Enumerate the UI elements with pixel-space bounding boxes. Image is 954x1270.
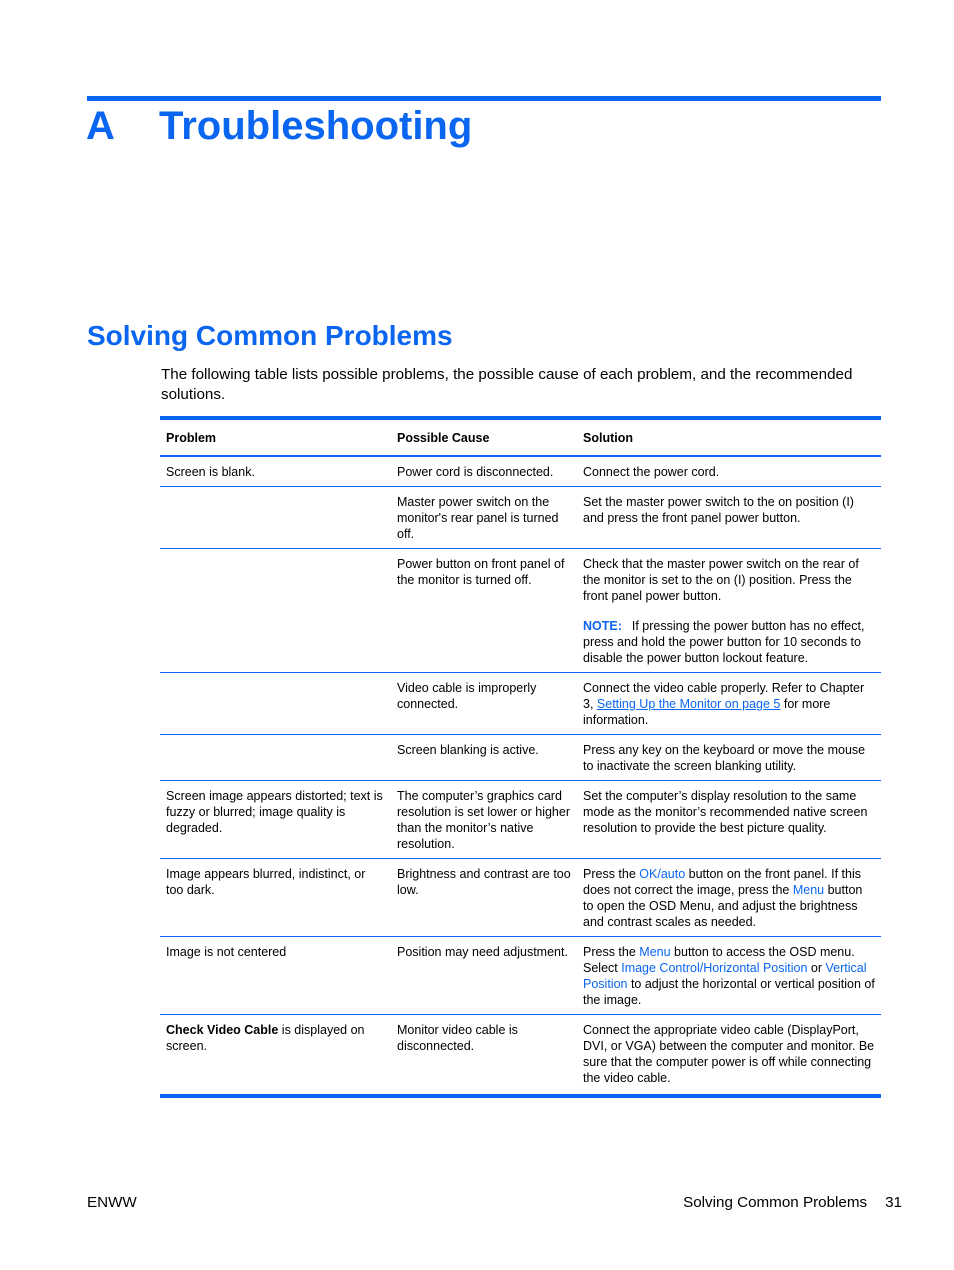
cause-cell: Position may need adjustment. <box>391 937 577 1015</box>
solution-text: Press the <box>583 867 640 881</box>
cause-cell: The computer’s graphics card resolution is set lower or higher than the monitor’s native resolution. <box>391 781 577 859</box>
solution-cell: Press any key on the keyboard or move the mouse to inactivate the screen blanking utility. <box>577 735 881 781</box>
table-row <box>160 937 881 1015</box>
solution-cell <box>577 549 881 673</box>
problem-cell <box>160 735 391 781</box>
note <box>583 618 875 666</box>
chapter-letter: A <box>86 104 115 148</box>
cause-cell: Monitor video cable is disconnected. <box>397 1023 518 1053</box>
ok-auto-ui-term: OK/auto <box>639 867 686 881</box>
solution-text: button on the front panel. If this does not correct the image, press the <box>583 867 861 897</box>
note-text: If pressing the power button has no effect, press and hold the power button for 10 seconds to disable the power button lockout feature. <box>583 619 865 665</box>
solution-cell <box>577 937 881 1015</box>
solution-cell: Set the computer’s display resolution to the same mode as the monitor’s recommended native screen resolution to provide the best picture quality. <box>577 781 881 859</box>
table-row <box>160 456 881 487</box>
table-header-row <box>160 420 881 456</box>
solution-text: button to open the OSD Menu, and adjust the brightness and contrast scales as needed. <box>583 883 863 929</box>
solution-text: button to access the OSD menu. Select <box>583 945 855 975</box>
menu-ui-term: Menu <box>792 883 825 897</box>
solution-cell: Connect the appropriate video cable (DisplayPort, DVI, or VGA) between the computer and monitor. Be sure that the computer power is off while connecting the video cable. <box>583 1023 875 1085</box>
header-cause: Possible Cause <box>391 420 577 456</box>
footer-left: ENWW <box>87 1194 137 1211</box>
table-row <box>160 735 881 781</box>
solution-cell: Connect the power cord. <box>577 456 881 487</box>
cause-cell: Screen blanking is active. <box>391 735 577 781</box>
note-label: NOTE: <box>583 619 622 633</box>
table-row <box>160 781 881 859</box>
setting-up-monitor-link[interactable]: Setting Up the Monitor on page 5 <box>596 697 781 711</box>
cause-cell: Master power switch on the monitor's rear panel is turned off. <box>391 487 577 549</box>
problem-text: is displayed on screen. <box>166 1023 365 1053</box>
section-title: Solving Common Problems <box>87 320 453 351</box>
solution-text: Press the <box>583 945 640 959</box>
problem-cell: Screen is blank. <box>160 456 391 487</box>
solution-cell: Set the master power switch to the on position (I) and press the front panel power button. <box>577 487 881 549</box>
problem-cell <box>160 549 391 673</box>
cause-cell: Video cable is improperly connected. <box>391 673 577 735</box>
menu-ui-term: Menu <box>639 945 671 959</box>
problem-cell: Image is not centered <box>160 937 391 1015</box>
page-number: 31 <box>885 1194 902 1211</box>
cause-cell: Power cord is disconnected. <box>391 456 577 487</box>
solution-text: for more information. <box>583 697 831 727</box>
solution-text: Check that the master power switch on the rear of the monitor is set to the on (I) position. Press the front panel power button. <box>583 557 859 603</box>
horizontal-position-ui-term: Image Control/Horizontal Position <box>621 961 808 975</box>
header-problem: Problem <box>160 420 391 456</box>
table-row <box>160 673 881 735</box>
chapter-title: Troubleshooting <box>159 104 473 148</box>
problem-cell: Screen image appears distorted; text is fuzzy or blurred; image quality is degraded. <box>160 781 391 859</box>
table-row <box>160 859 881 937</box>
solution-cell <box>577 673 881 735</box>
header-solution: Solution <box>577 420 881 456</box>
problem-cell <box>160 487 391 549</box>
solution-cell <box>577 859 881 937</box>
chapter-heading <box>86 102 472 150</box>
problem-cell <box>160 673 391 735</box>
table-row <box>160 1015 881 1095</box>
cause-cell: Brightness and contrast are too low. <box>391 859 577 937</box>
table-row <box>160 487 881 549</box>
footer-section-title: Solving Common Problems <box>683 1194 868 1211</box>
problem-cell: Image appears blurred, indistinct, or too dark. <box>160 859 391 937</box>
chapter-rule <box>87 96 881 101</box>
solution-text: to adjust the horizontal or vertical position of the image. <box>583 977 875 1007</box>
table-row <box>160 549 881 673</box>
check-video-cable-message: Check Video Cable <box>166 1023 279 1037</box>
cause-cell: Power button on front panel of the monitor is turned off. <box>391 549 577 673</box>
vertical-position-ui-term: Vertical Position <box>583 961 867 991</box>
footer-right <box>683 1193 902 1213</box>
solution-text: Connect the video cable properly. Refer to Chapter 3, <box>583 681 865 711</box>
solution-text: or <box>807 961 826 975</box>
troubleshooting-table <box>160 416 881 1098</box>
problem-cell <box>160 1015 391 1095</box>
intro-paragraph: The following table lists possible problems, the possible cause of each problem, and the recommended solutions. <box>161 366 853 403</box>
